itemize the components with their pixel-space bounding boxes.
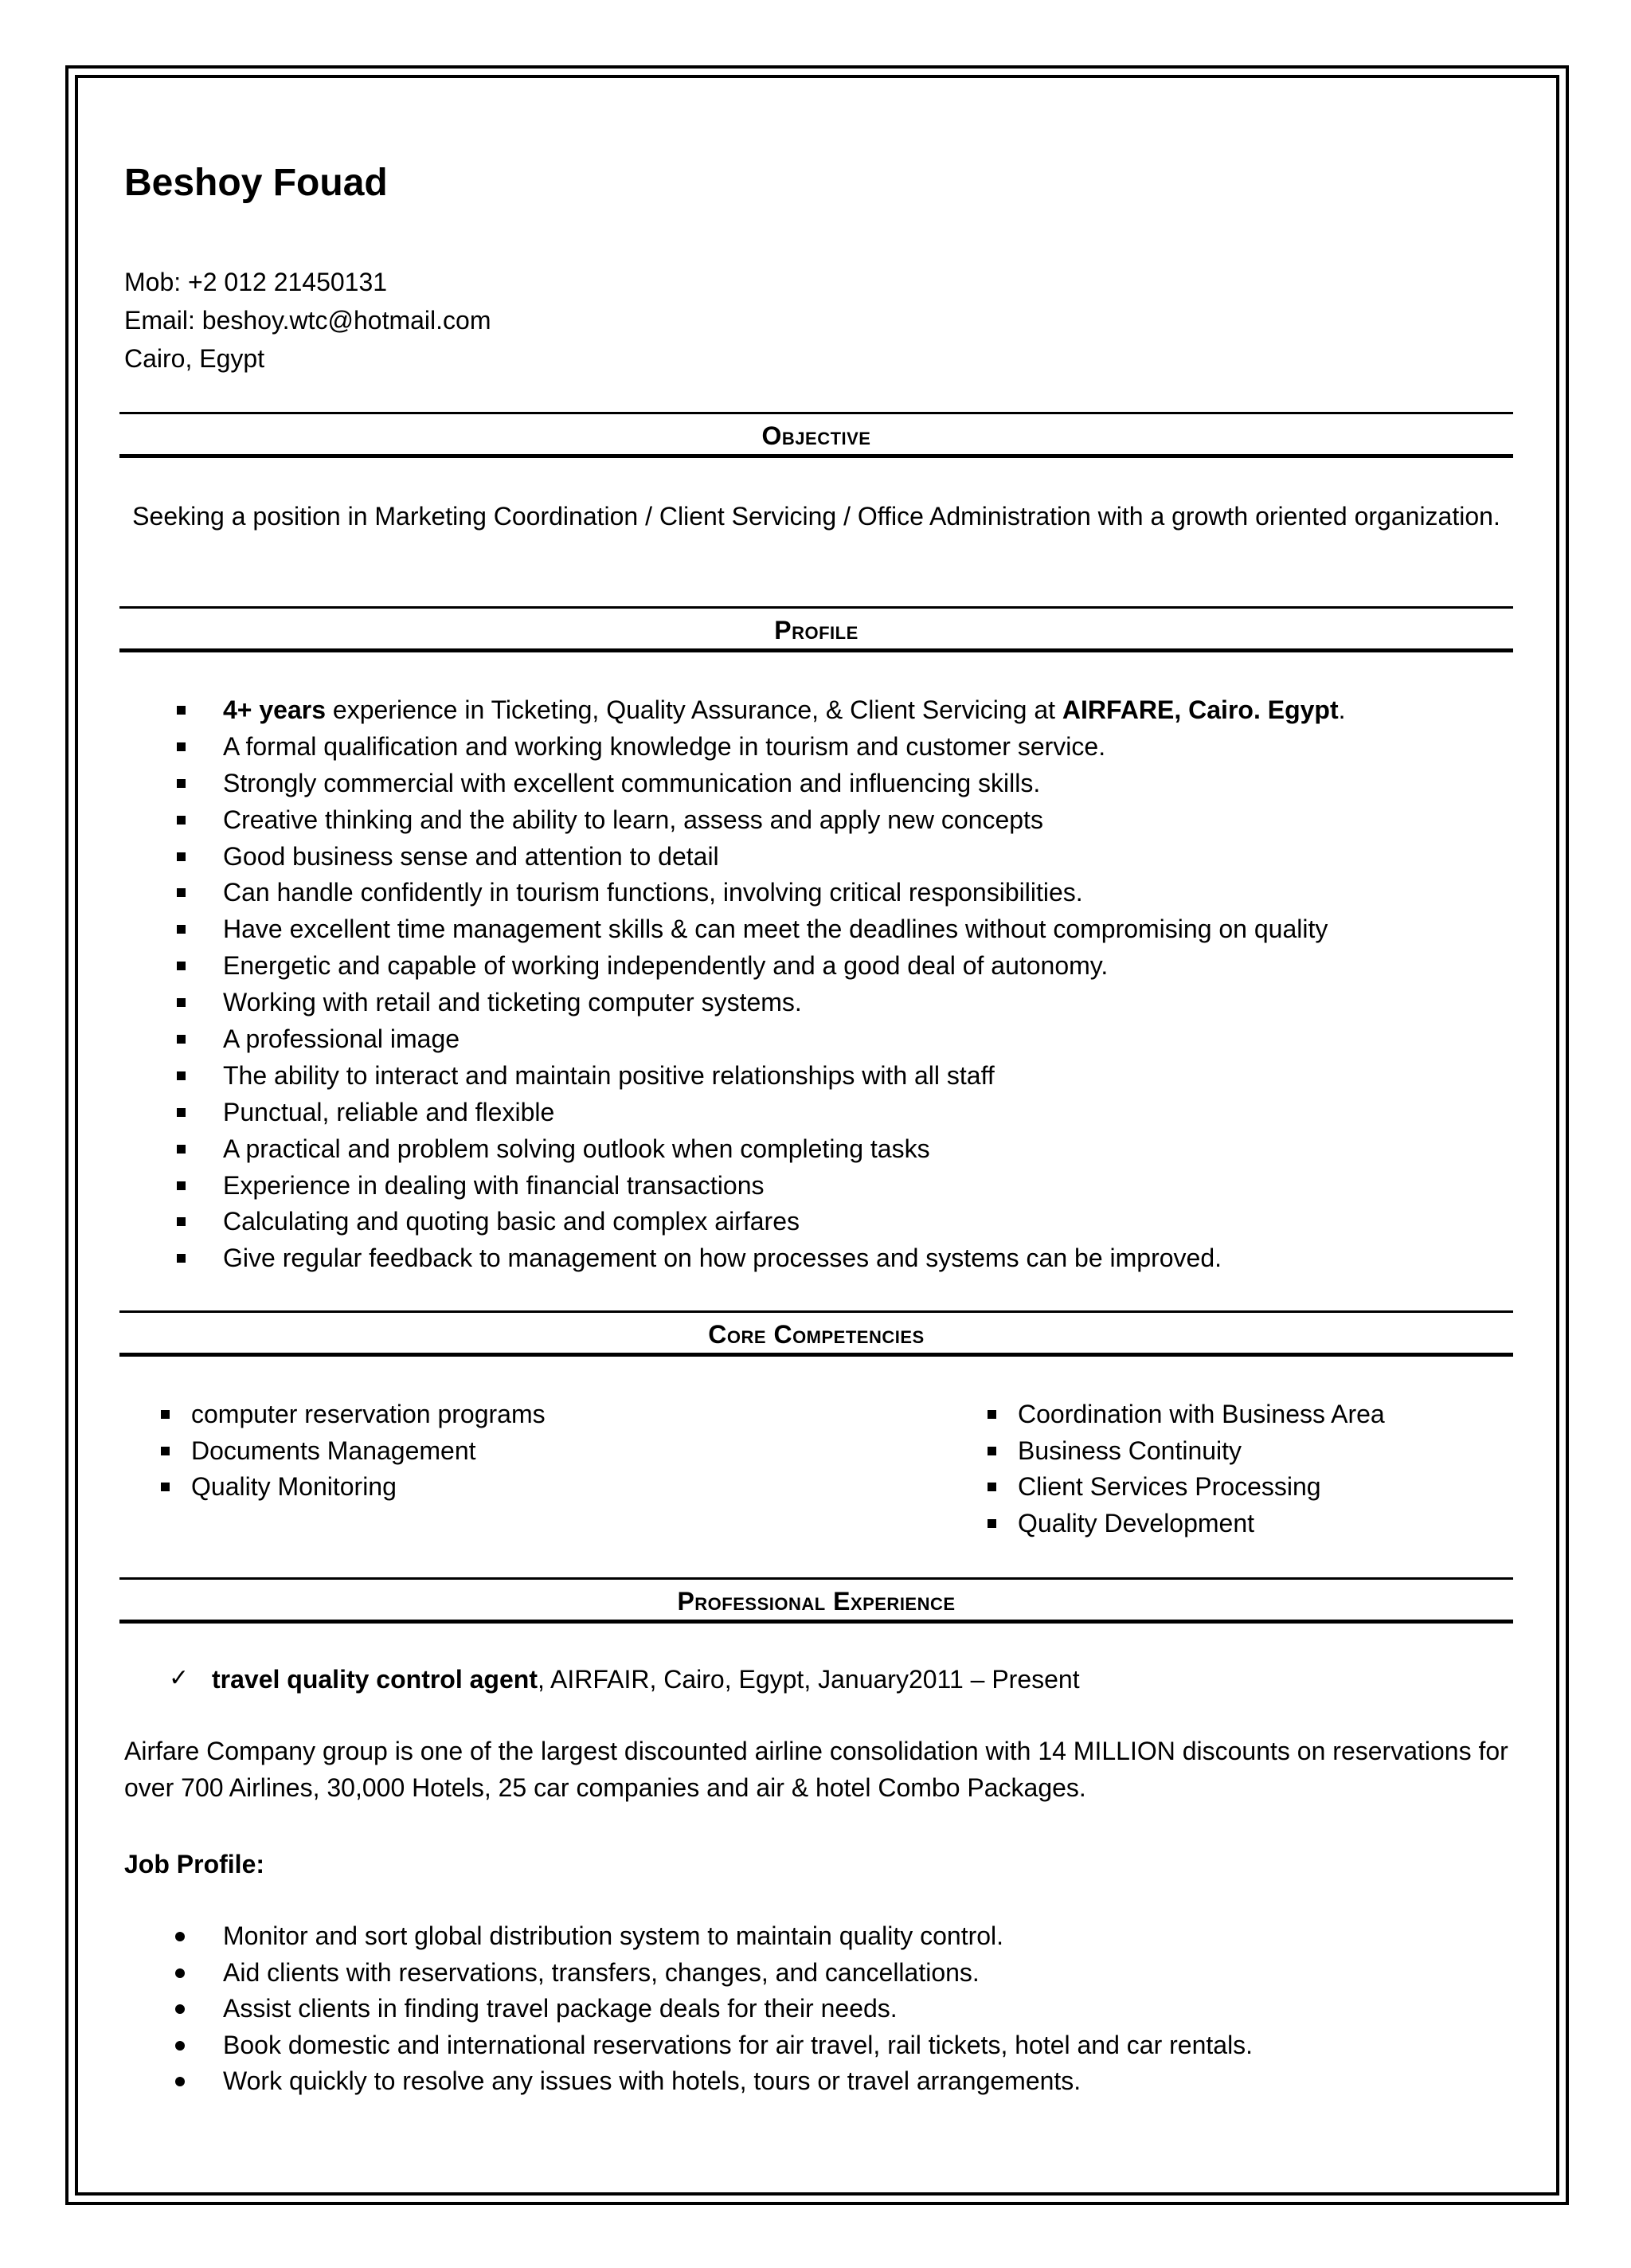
list-item bbox=[1018, 1433, 1385, 1470]
list-item bbox=[223, 802, 1346, 839]
list-item-text: Give regular feedback to management on how processes and systems can be improved. bbox=[223, 1244, 1222, 1273]
square-bullet-icon bbox=[177, 1108, 186, 1117]
candidate-name: Beshoy Fouad bbox=[124, 162, 388, 204]
list-item-text: Energetic and capable of working independently and a good deal of autonomy. bbox=[223, 951, 1109, 981]
objective-text: Seeking a position in Marketing Coordination / Client Servicing / Office Administration with a growth oriented organization. bbox=[132, 502, 1500, 531]
list-item-text: Punctual, reliable and flexible bbox=[223, 1097, 555, 1126]
experience-end: . bbox=[1338, 695, 1346, 724]
square-bullet-icon bbox=[988, 1519, 996, 1528]
list-item bbox=[223, 2027, 1253, 2064]
list-item-text: Working with retail and ticketing computer systems. bbox=[223, 988, 802, 1017]
square-bullet-icon bbox=[177, 852, 186, 861]
profile-item bbox=[223, 692, 1346, 729]
email-address: Email: beshoy.wtc@hotmail.com bbox=[124, 306, 491, 335]
square-bullet-icon bbox=[177, 962, 186, 970]
list-item-text: Work quickly to resolve any issues with hotels, tours or travel arrangements. bbox=[223, 2066, 1081, 2095]
objective-heading bbox=[119, 412, 1513, 458]
list-item bbox=[223, 1131, 1346, 1168]
job-profile-title: Job Profile: bbox=[124, 1850, 265, 1878]
list-item-text: Aid clients with reservations, transfers, changes, and cancellations. bbox=[223, 1957, 980, 1987]
square-bullet-icon bbox=[177, 1254, 186, 1263]
list-item bbox=[223, 1918, 1253, 1955]
round-bullet-icon bbox=[175, 1932, 185, 1941]
mobile-number: Mob: +2 012 21450131 bbox=[124, 268, 388, 296]
list-item-text: Good business sense and attention to detail bbox=[223, 841, 719, 871]
round-bullet-icon bbox=[175, 2004, 185, 2014]
square-bullet-icon bbox=[177, 1035, 186, 1044]
list-item bbox=[223, 875, 1346, 911]
experience-heading bbox=[119, 1577, 1513, 1624]
experience-years: 4+ years bbox=[223, 695, 327, 724]
list-item-text: The ability to interact and maintain positive relationships with all staff bbox=[223, 1060, 995, 1090]
list-item bbox=[223, 1021, 1346, 1058]
square-bullet-icon bbox=[161, 1483, 170, 1491]
list-item-text: Creative thinking and the ability to learn, assess and apply new concepts bbox=[223, 805, 1043, 834]
list-item-text: Experience in dealing with financial transactions bbox=[223, 1170, 765, 1200]
list-item-text: Assist clients in finding travel package deals for their needs. bbox=[223, 1994, 898, 2023]
checkmark-icon: ✓ bbox=[169, 1664, 190, 1692]
list-item bbox=[223, 1168, 1346, 1205]
list-item-text: Monitor and sort global distribution system to maintain quality control. bbox=[223, 1921, 1004, 1950]
list-item bbox=[223, 2063, 1253, 2100]
list-item-text: Have excellent time management skills & can meet the deadlines without compromising on quality bbox=[223, 915, 1328, 944]
list-item-text: A professional image bbox=[223, 1024, 460, 1054]
list-item-text: Documents Management bbox=[191, 1436, 476, 1465]
list-item-text: A formal qualification and working knowledge in tourism and customer service. bbox=[223, 731, 1106, 761]
list-item bbox=[223, 1955, 1253, 1992]
square-bullet-icon bbox=[177, 742, 186, 751]
job-details: , AIRFAIR, Cairo, Egypt, January2011 – Present bbox=[537, 1665, 1080, 1694]
list-item bbox=[223, 1204, 1346, 1240]
list-item bbox=[191, 1396, 546, 1433]
list-item bbox=[223, 911, 1346, 948]
list-item-text: Quality Development bbox=[1018, 1508, 1255, 1537]
list-item-text: Coordination with Business Area bbox=[1018, 1400, 1385, 1428]
square-bullet-icon bbox=[988, 1447, 996, 1455]
list-item-text: Calculating and quoting basic and complex airfares bbox=[223, 1207, 800, 1236]
square-bullet-icon bbox=[161, 1447, 170, 1455]
list-item bbox=[1018, 1506, 1385, 1542]
profile-list bbox=[223, 692, 1346, 1277]
objective-heading-label: Objective bbox=[761, 421, 871, 450]
profile-heading bbox=[119, 606, 1513, 652]
list-item-text: Quality Monitoring bbox=[191, 1472, 397, 1501]
list-item bbox=[223, 1058, 1346, 1095]
list-item bbox=[1018, 1469, 1385, 1506]
profile-heading-label: Profile bbox=[774, 616, 859, 644]
list-item-text: computer reservation programs bbox=[191, 1400, 546, 1428]
experience-heading-label: Professional Experience bbox=[677, 1587, 956, 1616]
list-item-text: Book domestic and international reservations for air travel, rail tickets, hotel and car rentals. bbox=[223, 2030, 1254, 2059]
competencies-right-list bbox=[1018, 1396, 1385, 1541]
experience-text: experience in Ticketing, Quality Assurance, & Client Servicing at bbox=[326, 695, 1062, 724]
round-bullet-icon bbox=[175, 1968, 185, 1978]
company-description: Airfare Company group is one of the largest discounted airline consolidation with 14 MILLION discounts on reservations for over 700 Airlines, 30,000 Hotels, 25 car companies and air & hotel Combo Packages. bbox=[124, 1737, 1508, 1802]
contact-block bbox=[124, 263, 491, 378]
resume-content bbox=[119, 0, 1513, 2268]
list-item-text: Can handle confidently in tourism functions, involving critical responsibilities. bbox=[223, 878, 1083, 907]
square-bullet-icon bbox=[177, 779, 186, 788]
list-item bbox=[223, 839, 1346, 875]
square-bullet-icon bbox=[177, 1217, 186, 1226]
list-item-text: Strongly commercial with excellent communication and influencing skills. bbox=[223, 768, 1041, 797]
list-item bbox=[191, 1469, 526, 1506]
list-item-text: Business Continuity bbox=[1018, 1436, 1242, 1465]
core-competencies-heading bbox=[119, 1310, 1513, 1357]
list-item bbox=[223, 729, 1346, 766]
list-item bbox=[223, 766, 1346, 802]
round-bullet-icon bbox=[175, 2041, 185, 2051]
square-bullet-icon bbox=[177, 1181, 186, 1190]
employer-name: AIRFARE, Cairo. Egypt bbox=[1062, 695, 1339, 724]
list-item bbox=[191, 1433, 526, 1470]
list-item bbox=[223, 1095, 1346, 1131]
square-bullet-icon bbox=[177, 1145, 186, 1154]
square-bullet-icon bbox=[177, 888, 186, 897]
square-bullet-icon bbox=[177, 816, 186, 825]
job-title: travel quality control agent bbox=[212, 1665, 538, 1694]
competencies-left-list bbox=[191, 1396, 546, 1506]
square-bullet-icon bbox=[988, 1410, 996, 1419]
list-item-text: A practical and problem solving outlook when completing tasks bbox=[223, 1134, 930, 1163]
square-bullet-icon bbox=[988, 1483, 996, 1491]
list-item bbox=[223, 1991, 1253, 2027]
square-bullet-icon bbox=[161, 1410, 170, 1419]
location: Cairo, Egypt bbox=[124, 344, 265, 373]
square-bullet-icon bbox=[177, 706, 186, 715]
list-item-text: Client Services Processing bbox=[1018, 1472, 1321, 1501]
list-item bbox=[1018, 1396, 1385, 1433]
core-competencies-heading-label: Core Competencies bbox=[708, 1320, 925, 1349]
duties-list bbox=[223, 1918, 1253, 2100]
round-bullet-icon bbox=[175, 2077, 185, 2086]
list-item bbox=[223, 1240, 1346, 1277]
square-bullet-icon bbox=[177, 998, 186, 1007]
list-item bbox=[223, 985, 1346, 1021]
list-item bbox=[223, 948, 1346, 985]
square-bullet-icon bbox=[177, 1071, 186, 1080]
square-bullet-icon bbox=[177, 925, 186, 934]
